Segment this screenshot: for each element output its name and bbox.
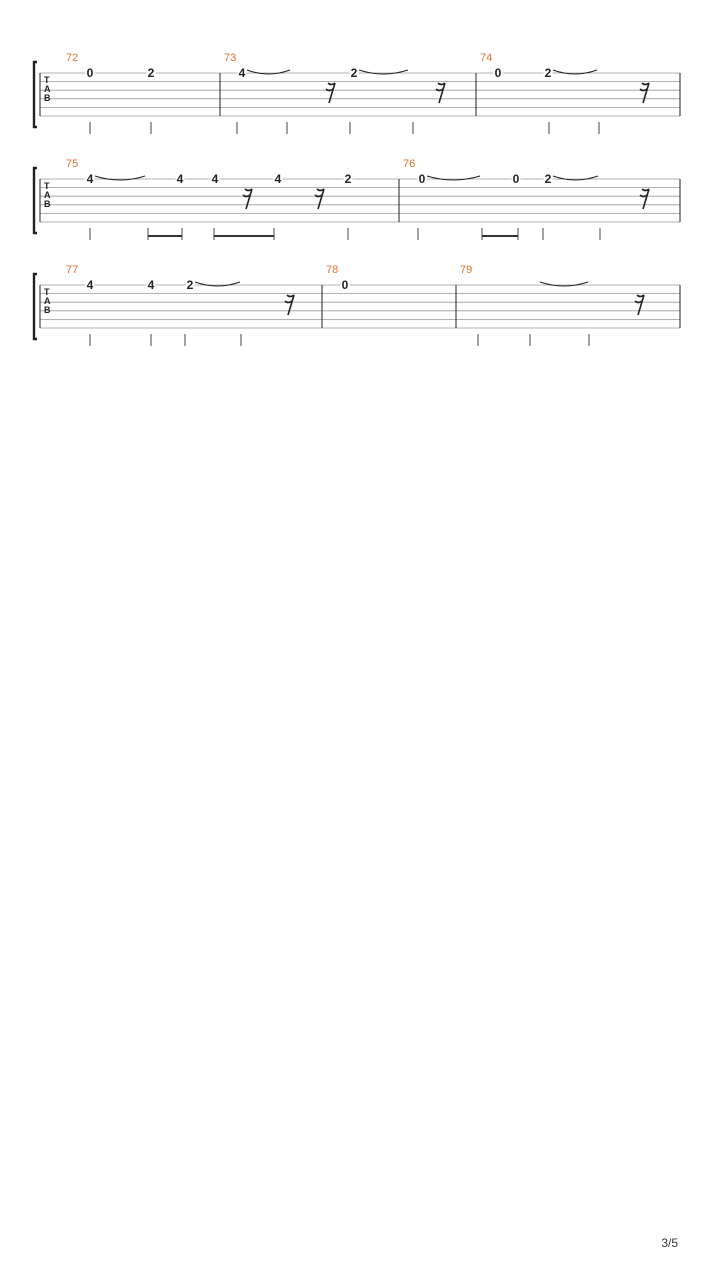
measure-number: 75: [66, 158, 79, 170]
fret-number: 0: [418, 172, 426, 186]
fret-number: 4: [211, 172, 219, 186]
fret-number: 0: [512, 172, 520, 186]
fret-number: 4: [86, 278, 94, 292]
page-number: 3/5: [661, 1236, 678, 1250]
fret-number: 0: [341, 278, 349, 292]
fret-number: 2: [186, 278, 194, 292]
measure-number: 78: [326, 264, 339, 276]
fret-number: 2: [147, 66, 155, 80]
measure: [66, 158, 353, 186]
measure: [460, 264, 472, 276]
tab-clef-letter: T: [44, 287, 50, 297]
fret-number: 0: [494, 66, 502, 80]
measure-number: 76: [403, 158, 416, 170]
tab-system: [34, 52, 680, 134]
system-bracket: [34, 62, 37, 127]
fret-number: 2: [350, 66, 358, 80]
fret-number: 4: [274, 172, 282, 186]
rest-glyph: [635, 295, 644, 315]
rest-glyph: [326, 83, 335, 103]
fret-number: 2: [544, 66, 552, 80]
tab-clef-letter: A: [44, 84, 51, 94]
rest-glyph: [285, 295, 294, 315]
fret-number: 2: [544, 172, 552, 186]
system-bracket: [34, 168, 37, 233]
fret-number: 4: [176, 172, 184, 186]
tab-system: [34, 158, 680, 240]
rest-glyph: [436, 83, 445, 103]
tab-clef-letter: A: [44, 296, 51, 306]
measure-number: 74: [480, 52, 493, 64]
rest-glyph: [640, 83, 649, 103]
fret-number: 0: [86, 66, 94, 80]
measure-number: 73: [224, 52, 237, 64]
tab-clef-letter: T: [44, 181, 50, 191]
measure: [326, 264, 350, 292]
systems-layer: [34, 52, 680, 346]
measure: [66, 264, 195, 292]
fret-number: 4: [86, 172, 94, 186]
measure: [480, 52, 553, 80]
tab-clef-letter: B: [44, 93, 51, 103]
tab-clef-letter: B: [44, 305, 51, 315]
measure: [66, 52, 156, 80]
rest-glyph: [315, 189, 324, 209]
fret-number: 4: [238, 66, 246, 80]
tab-system: [34, 264, 680, 346]
tab-clef-letter: T: [44, 75, 50, 85]
system-bracket: [34, 274, 37, 339]
measure-number: 72: [66, 52, 79, 64]
tab-clef-letter: A: [44, 190, 51, 200]
tab-clef-letter: B: [44, 199, 51, 209]
measure-number: 79: [460, 264, 473, 276]
fret-number: 2: [344, 172, 352, 186]
fret-number: 4: [147, 278, 155, 292]
rest-glyph: [640, 189, 649, 209]
measure-number: 77: [66, 264, 79, 276]
measure: [224, 52, 359, 80]
measure: [403, 158, 553, 186]
rest-glyph: [243, 189, 252, 209]
